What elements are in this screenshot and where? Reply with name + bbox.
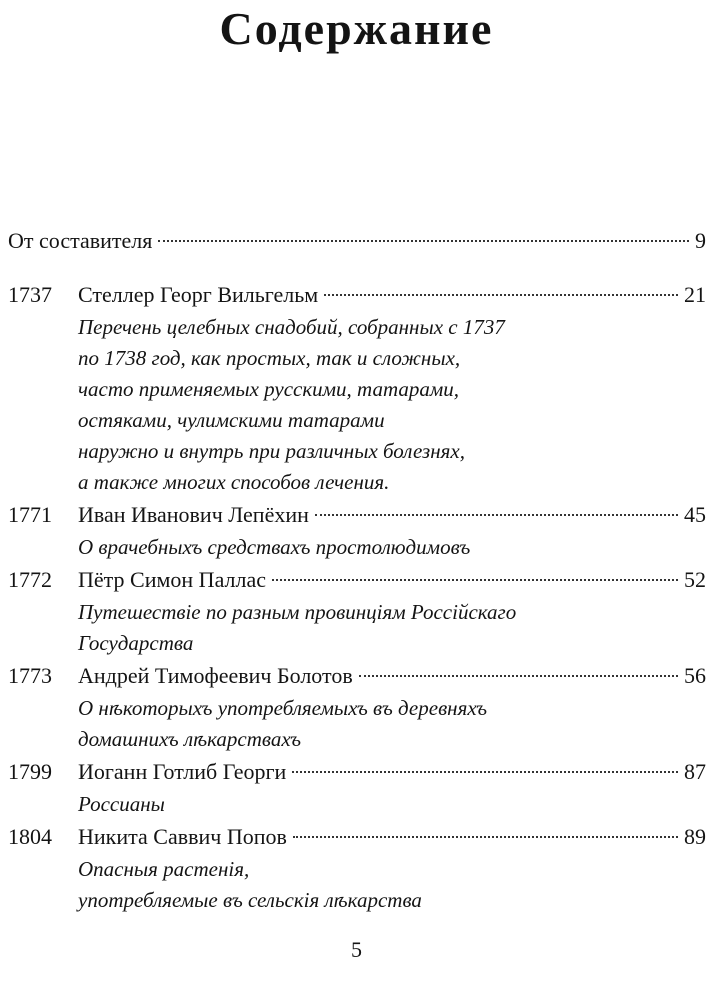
toc-entry[interactable] xyxy=(8,498,706,563)
subtitle-line: домашнихъ лѣкарствахъ xyxy=(78,727,302,751)
table-of-contents xyxy=(8,224,706,916)
toc-entry[interactable] xyxy=(8,755,706,820)
subtitle-line: употребляемые въ сельскія лѣкарства xyxy=(78,888,422,912)
toc-year: 1772 xyxy=(8,567,52,592)
toc-year: 1773 xyxy=(8,663,52,688)
dot-leader xyxy=(315,514,678,516)
subtitle-line: Путешествіе по разным провинціям Россійскаго xyxy=(78,600,517,624)
page-title: Содержание xyxy=(219,3,494,54)
toc-year: 1771 xyxy=(8,502,52,527)
toc-subtitle xyxy=(78,789,706,820)
toc-entry[interactable] xyxy=(8,563,706,659)
toc-subtitle xyxy=(78,532,706,563)
toc-year: 1799 xyxy=(8,759,52,784)
toc-subtitle xyxy=(78,693,706,755)
toc-subtitle xyxy=(78,312,706,498)
toc-page-number: 9 xyxy=(695,228,706,253)
toc-subtitle xyxy=(78,597,706,659)
toc-page-number: 89 xyxy=(684,824,706,849)
dot-leader xyxy=(292,771,678,773)
toc-subtitle xyxy=(78,854,706,916)
subtitle-line: часто применяемых русскими, татарами, xyxy=(78,377,460,401)
dot-leader xyxy=(158,240,689,242)
toc-author: Андрей Тимофеевич Болотов xyxy=(78,663,353,688)
toc-entry[interactable] xyxy=(8,659,706,755)
toc-page-number: 45 xyxy=(684,502,706,527)
toc-entry[interactable] xyxy=(8,278,706,498)
dot-leader xyxy=(324,294,678,296)
subtitle-line: а также многих способов лечения. xyxy=(78,470,390,494)
toc-year: 1737 xyxy=(8,282,52,307)
subtitle-line: Опасныя растенія, xyxy=(78,857,250,881)
subtitle-line: Россианы xyxy=(78,792,165,816)
toc-author: Иван Иванович Лепёхин xyxy=(78,502,309,527)
subtitle-line: О нѣкоторыхъ употребляемыхъ въ деревняхъ xyxy=(78,696,488,720)
toc-page-number: 87 xyxy=(684,759,706,784)
subtitle-line: О врачебныхъ средствахъ простолюдимовъ xyxy=(78,535,471,559)
dot-leader xyxy=(359,675,678,677)
subtitle-line: наружно и внутрь при различных болезнях, xyxy=(78,439,465,463)
toc-author: Пётр Симон Паллас xyxy=(78,567,267,592)
toc-entry[interactable] xyxy=(8,820,706,916)
subtitle-line: по 1738 год, как простых, так и сложных, xyxy=(78,346,461,370)
subtitle-line: остяками, чулимскими татарами xyxy=(78,408,385,432)
toc-entry-intro[interactable] xyxy=(8,224,706,258)
toc-year: 1804 xyxy=(8,824,52,849)
toc-author: Стеллер Георг Вильгельм xyxy=(78,282,319,307)
toc-page-number: 56 xyxy=(684,663,706,688)
toc-author: От составителя xyxy=(8,228,153,253)
dot-leader xyxy=(272,579,678,581)
page-number: 5 xyxy=(351,937,362,962)
subtitle-line: Государства xyxy=(78,631,194,655)
dot-leader xyxy=(293,836,678,838)
toc-author: Иоганн Готлиб Георги xyxy=(78,759,287,784)
toc-page-number: 52 xyxy=(684,567,706,592)
toc-page-number: 21 xyxy=(684,282,706,307)
subtitle-line: Перечень целебных снадобий, собранных с 1737 xyxy=(78,315,505,339)
toc-author: Никита Саввич Попов xyxy=(78,824,287,849)
